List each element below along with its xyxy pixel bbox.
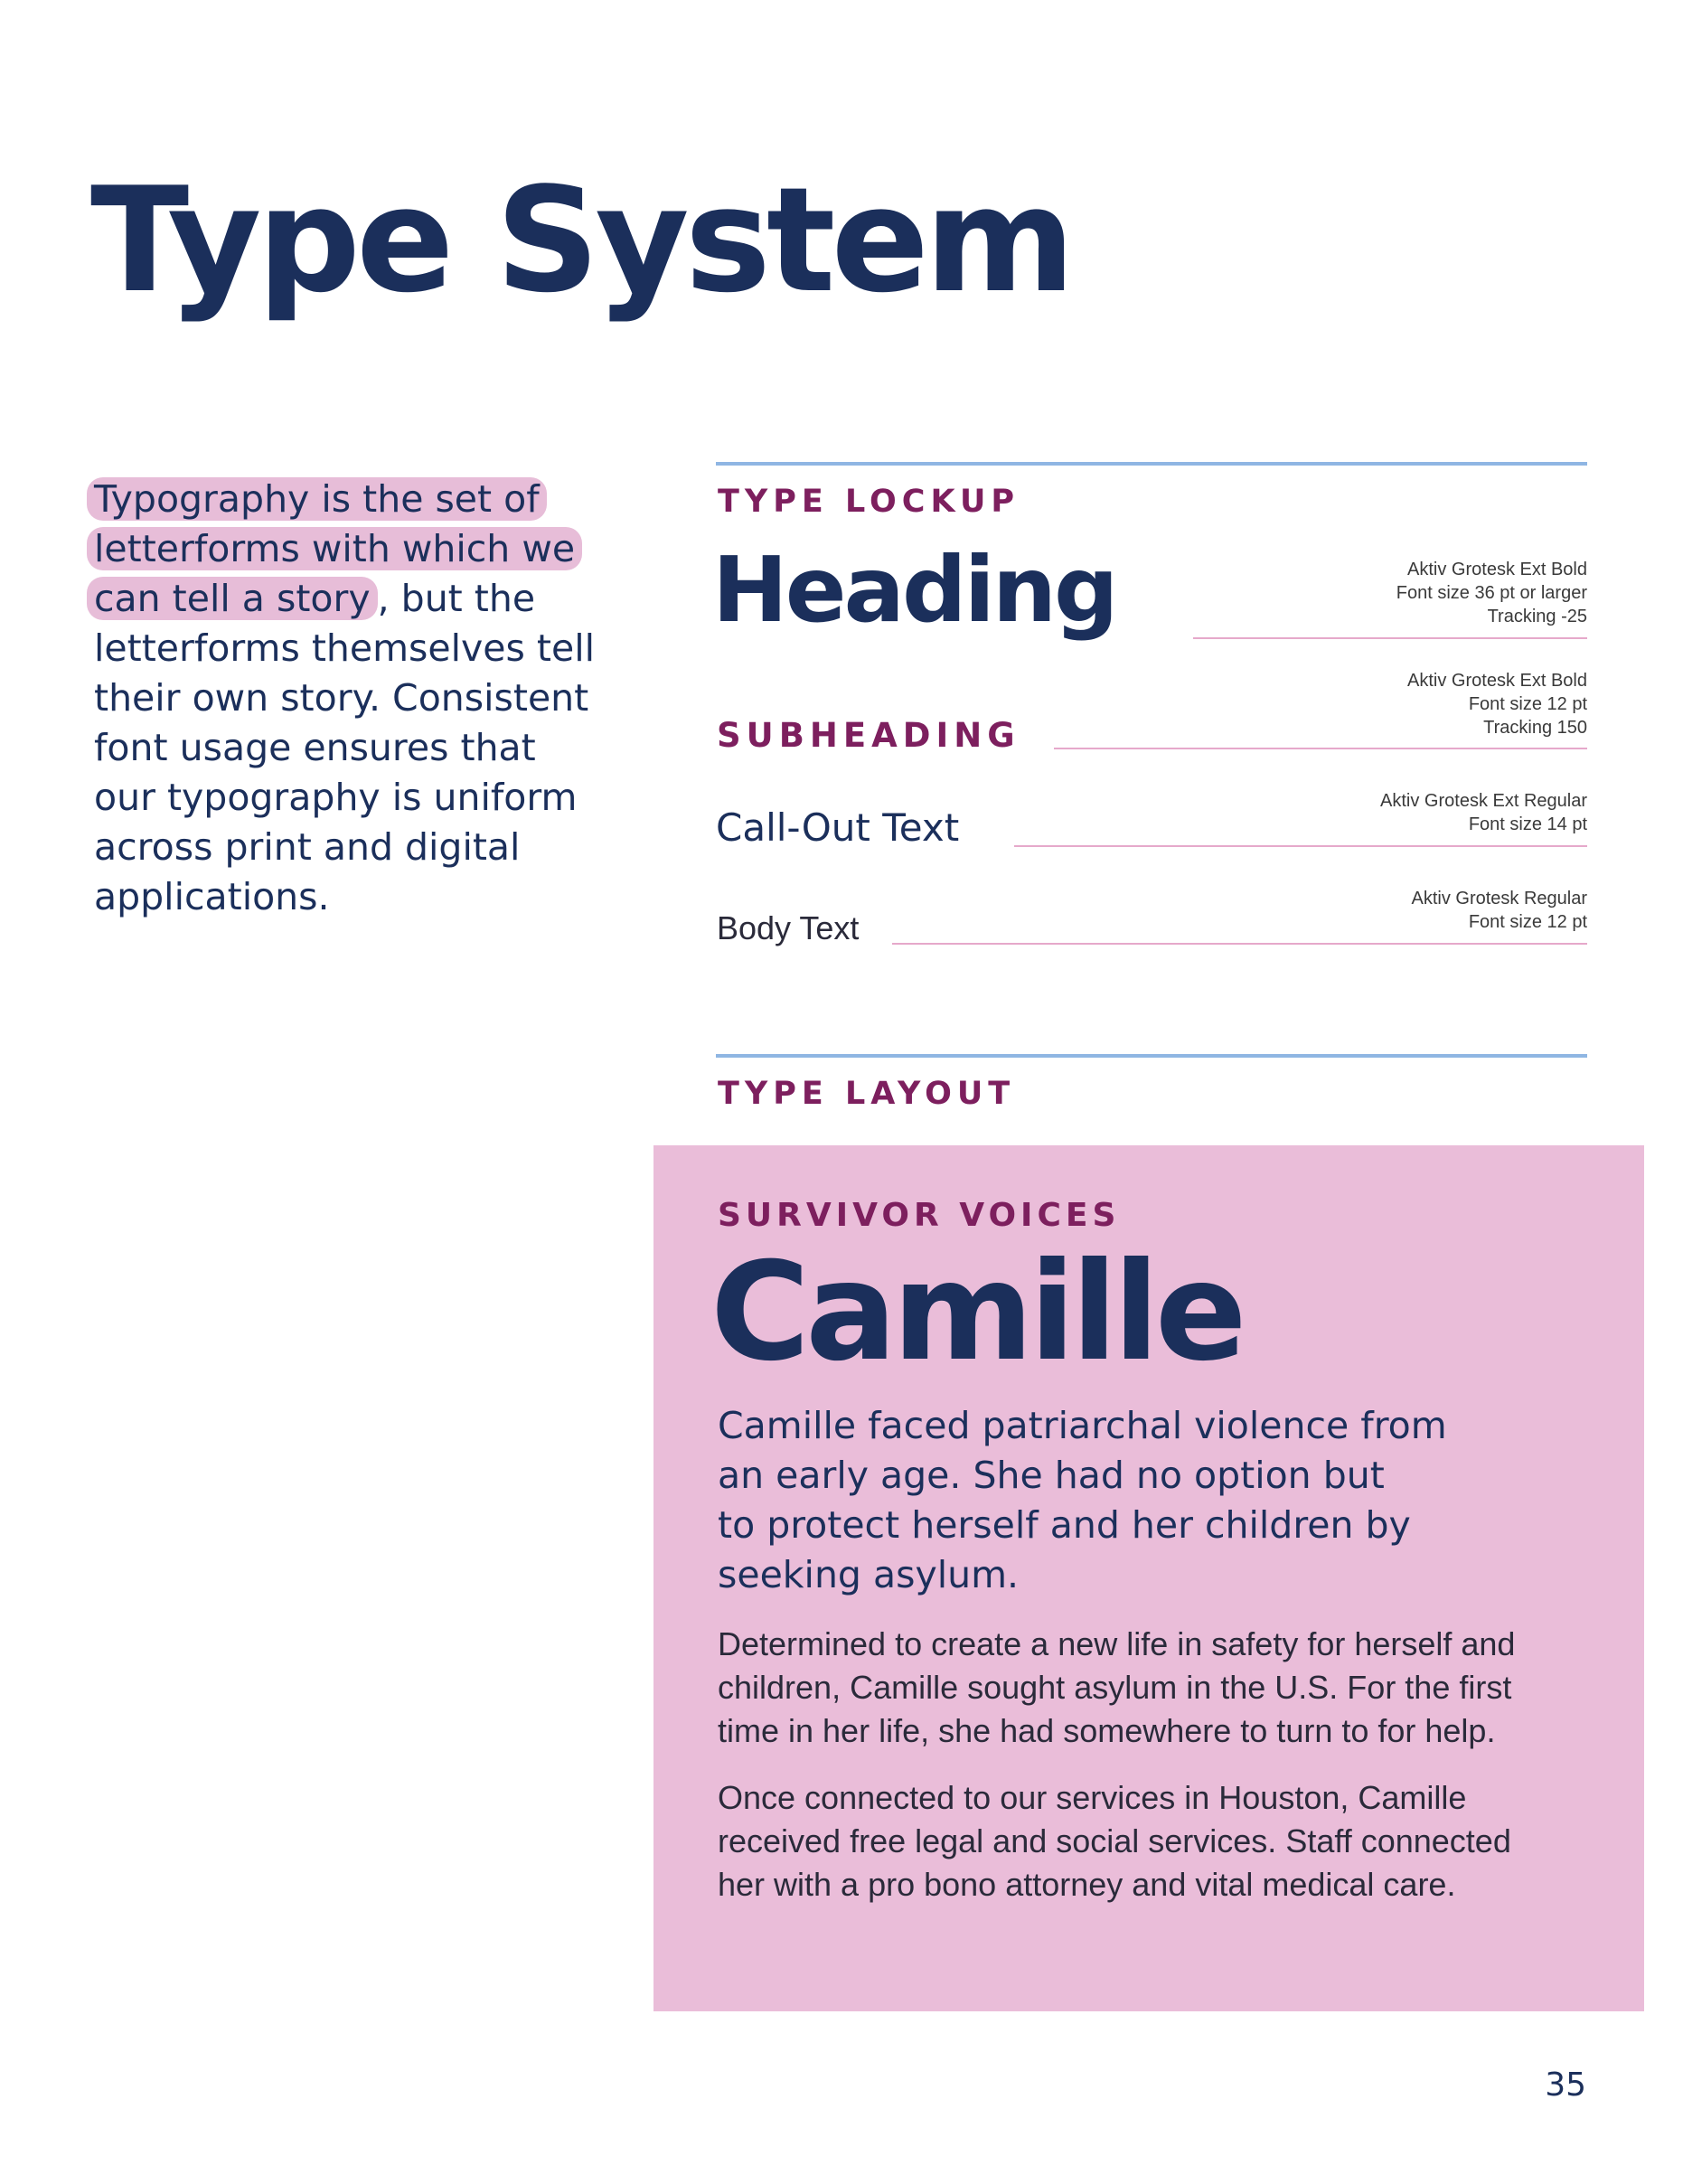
- intro-text: letterforms themselves tell: [94, 626, 596, 670]
- page-title: Type System: [90, 155, 1071, 325]
- card-kicker: SURVIVOR VOICES: [718, 1197, 1121, 1234]
- intro-paragraph: [94, 475, 672, 922]
- type-layout-card: [653, 1145, 1644, 2011]
- sample-body-text: Body Text: [717, 909, 860, 946]
- intro-text: , but the: [377, 577, 536, 620]
- type-lockup-rule: [716, 462, 1587, 466]
- body-leader-line: [892, 943, 1587, 945]
- type-layout-label: TYPE LAYOUT: [718, 1076, 1016, 1112]
- intro-text: our typography is uniform: [94, 776, 578, 819]
- sample-callout: Call-Out Text: [716, 805, 960, 850]
- sample-subheading: SUBHEADING: [717, 716, 1020, 755]
- subheading-leader-line: [1054, 748, 1587, 749]
- body-spec: Aktiv Grotesk Regular Font size 12 pt: [1411, 889, 1587, 932]
- card-body-paragraph: Determined to create a new life in safety for herself and children, Camille sought asylum in the U.S. For the first time in her life, she had somewhere to turn to for help.: [718, 1625, 1516, 1749]
- callout-spec: Aktiv Grotesk Ext Regular Font size 14 pt: [1380, 791, 1587, 834]
- callout-leader-line: [1014, 845, 1587, 847]
- intro-highlight: letterforms with which we: [87, 527, 582, 570]
- intro-text: applications.: [94, 875, 330, 918]
- type-lockup-label: TYPE LOCKUP: [718, 484, 1020, 520]
- card-heading: Camille: [710, 1234, 1243, 1391]
- card-body-paragraph: Once connected to our services in Houston, Camille received free legal and social services. Staff connected her with a pro bono attorney and vital medical care.: [718, 1779, 1511, 1903]
- heading-spec: Aktiv Grotesk Ext Bold Font size 36 pt or larger Tracking -25: [1396, 560, 1587, 626]
- intro-highlight: Typography is the set of: [87, 477, 547, 521]
- intro-highlight: can tell a story: [87, 577, 378, 620]
- page-number: 35: [1545, 2066, 1586, 2104]
- subheading-spec: Aktiv Grotesk Ext Bold Font size 12 pt Tracking 150: [1407, 671, 1587, 738]
- intro-text: their own story. Consistent: [94, 676, 589, 720]
- intro-text: across print and digital: [94, 825, 521, 869]
- heading-leader-line: [1193, 637, 1587, 639]
- card-callout-text: Camille faced patriarchal violence from an early age. She had no option but to protect herself and her children by seeking asylum.: [718, 1404, 1447, 1596]
- intro-text: font usage ensures that: [94, 726, 536, 769]
- type-layout-rule: [716, 1054, 1587, 1058]
- sample-heading: Heading: [712, 537, 1116, 643]
